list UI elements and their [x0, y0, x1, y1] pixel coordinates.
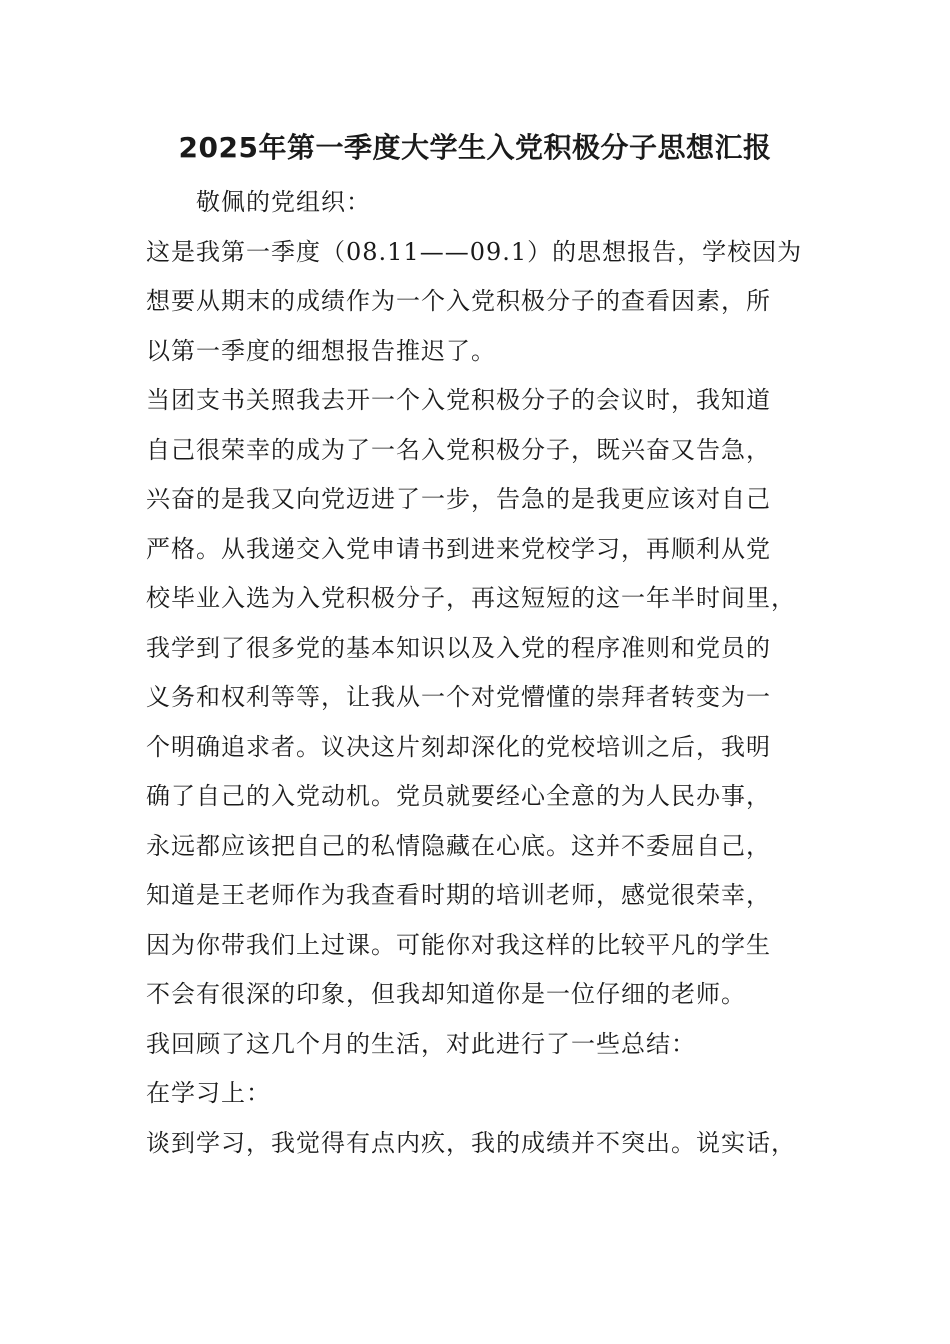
text-line: 以第一季度的细想报告推迟了。 [146, 336, 496, 365]
text-line: 我回顾了这几个月的生活，对此进行了一些总结： [146, 1029, 696, 1058]
text-line: 在学习上： [146, 1079, 271, 1107]
text-line: 个明确追求者。议决这片刻却深化的党校培训之后，我明 [146, 732, 771, 761]
text-line: 严格。从我递交入党申请书到进来党校学习，再顺利从党 [146, 534, 771, 563]
text-line: 这是我第一季度（08.11——09.1）的思想报告，学校因为 [146, 237, 803, 266]
text-line: 自己很荣幸的成为了一名入党积极分子，既兴奋又告急， [146, 435, 771, 464]
document-body [146, 178, 806, 1168]
text-line: 永远都应该把自己的私情隐藏在心底。这并不委屈自己， [146, 831, 771, 860]
text-line: 义务和权利等等，让我从一个对党懵懂的崇拜者转变为一 [146, 683, 771, 711]
section-heading-study [146, 1069, 806, 1119]
text-line: 不会有很深的印象，但我却知道你是一位仔细的老师。 [146, 980, 746, 1008]
paragraph-4 [146, 1020, 806, 1070]
text-line: 知道是王老师作为我查看时期的培训老师，感觉很荣幸， [146, 881, 771, 909]
text-line: 兴奋的是我又向党迈进了一步，告急的是我更应该对自己 [146, 485, 771, 513]
text-line: 谈到学习，我觉得有点内疚，我的成绩并不突出。说实话， [146, 1128, 796, 1157]
text-line: 确了自己的入党动机。党员就要经心全意的为人民办事， [146, 782, 771, 810]
paragraph-2 [146, 376, 806, 871]
text-line: 当团支书关照我去开一个入党积极分子的会议时，我知道 [146, 386, 771, 414]
document-title: 2025年第一季度大学生入党积极分子思想汇报 [178, 131, 772, 164]
text-line: 校毕业入选为入党积极分子，再这短短的这一年半时间里， [146, 584, 796, 612]
text-line: 我学到了很多党的基本知识以及入党的程序准则和党员的 [146, 633, 771, 662]
salutation: 敬佩的党组织： [196, 188, 371, 216]
paragraph-1 [146, 228, 806, 377]
text-line: 想要从期末的成绩作为一个入党积极分子的查看因素，所 [146, 287, 771, 315]
text-line: 因为你带我们上过课。可能你对我这样的比较平凡的学生 [146, 930, 771, 959]
paragraph-3 [146, 871, 806, 1020]
paragraph-5 [146, 1119, 806, 1169]
